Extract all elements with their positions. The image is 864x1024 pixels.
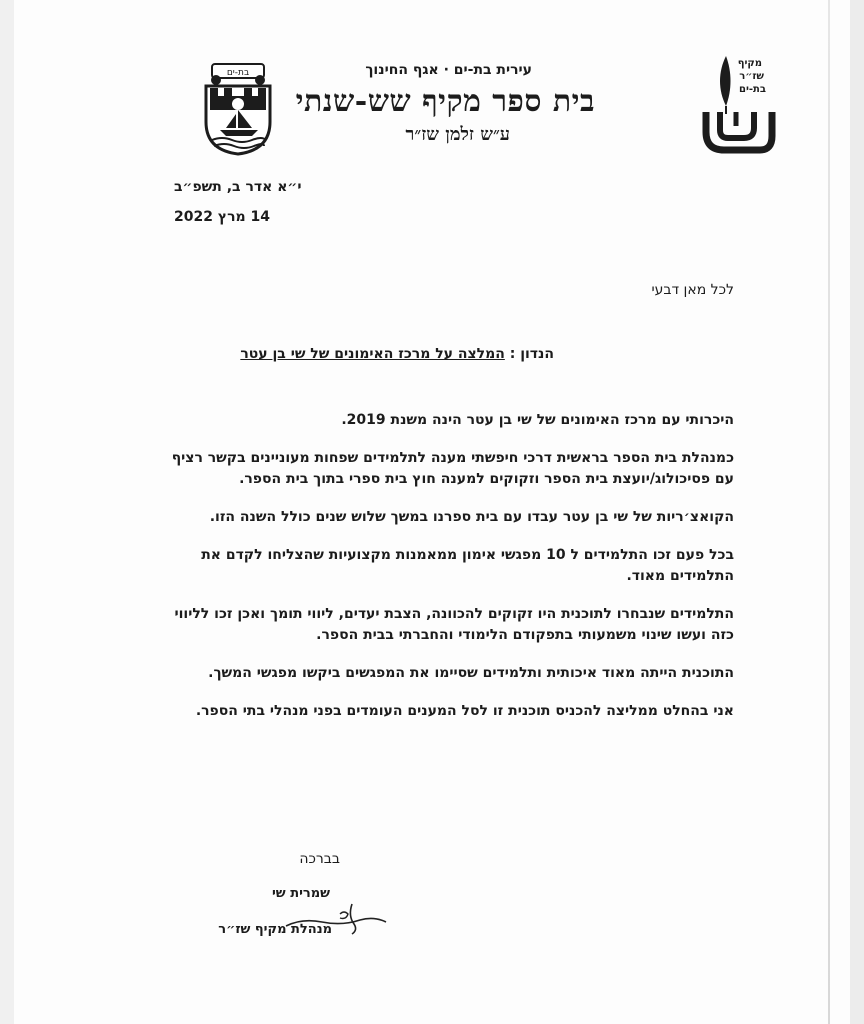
logo-text-line-2: שז״ר xyxy=(739,71,764,82)
school-subtitle: ע״ש זלמן שז״ר xyxy=(405,124,510,145)
paragraph-2: כמנהלת בית הספר בראשית דרכי חיפשתי מענה לתלמידים שפחות מעוניינים בקשר רציף עם פסיכולוג/יועצת בית הספר וזקוקים למענה חוץ בית ספרי בתוך בית הספר. xyxy=(171,450,734,487)
hebrew-date: י״א אדר ב, תשפ״ב xyxy=(174,179,302,195)
recipient-line: לכל מאן דבעי xyxy=(651,282,734,298)
subject-line xyxy=(240,346,554,362)
signer-title: מנהלת מקיף שז״ר xyxy=(218,922,332,937)
school-name: בית ספר מקיף שש-שנתי xyxy=(295,84,595,119)
municipality-line: עירית בת-ים · אגף החינוך xyxy=(365,62,532,78)
paragraph-7: אני בהחלט ממליצה להכניס תוכנית זו לסל המענים העומדים בפני מנהלי בתי הספר. xyxy=(195,703,734,719)
gregorian-date: 14 מרץ 2022 xyxy=(174,209,271,225)
logo-text-line-3: בת-ים xyxy=(739,84,766,95)
crest-label: בת-ים xyxy=(226,68,250,78)
paragraph-5: התלמידים שנבחרו לתוכנית היו זקוקים להכוונה, הצבת יעדים, ליווי תומך ואכן זכו לליווי כזה ועשו שינוי משמעותי בתפקודם הלימודי והחברתי בבית הספר. xyxy=(174,606,734,643)
subject-text: המלצה על מרכז האימונים של שי בן עטר xyxy=(240,346,505,362)
logo-text-line-1: מקיף xyxy=(737,58,762,69)
signer-name: שמרית שי xyxy=(271,886,330,901)
paragraph-3: הקואצ׳ריות של שי בן עטר עבדו עם בית ספרנו במשך שלוש שנים כולל השנה הזו. xyxy=(209,509,734,525)
paragraph-6: התוכנית הייתה מאוד איכותית ותלמידים שסיימו את המפגשים ביקשו מפגשי המשך. xyxy=(208,665,734,681)
paragraph-1: היכרותי עם מרכז האימונים של שי בן עטר הינה משנת 2019. xyxy=(341,412,734,428)
bat-yam-crest-icon xyxy=(202,56,274,156)
paragraph-4: בכל פעם זכו התלמידים ל 10 מפגשי אימון ממאמנות מקצועיות שהצליחו לקדם את התלמידים מאוד. xyxy=(201,547,734,584)
letter-body xyxy=(164,410,734,739)
closing-greeting: בברכה xyxy=(299,851,340,867)
page-edge xyxy=(828,0,830,1024)
subject-prefix: הנדון : xyxy=(504,346,554,362)
